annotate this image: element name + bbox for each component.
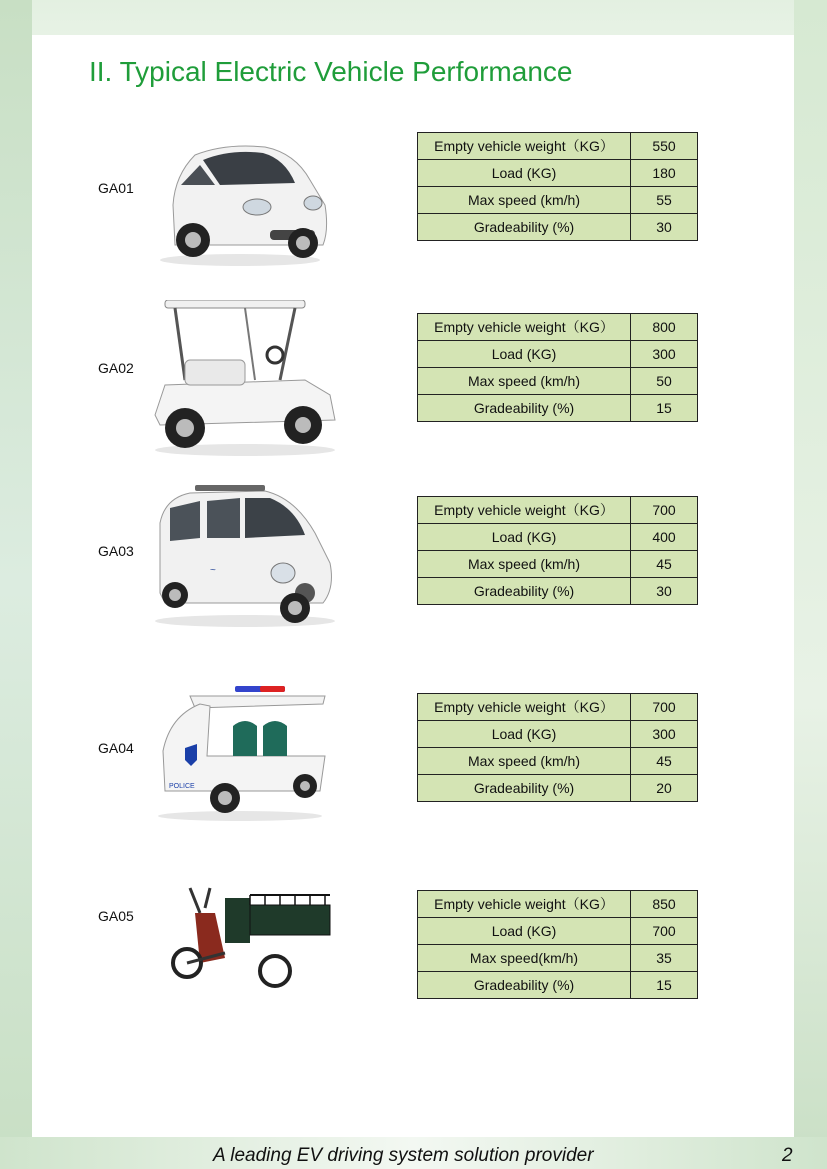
table-row (418, 314, 698, 341)
table-row (418, 368, 698, 395)
table-row (418, 694, 698, 721)
table-row (418, 214, 698, 241)
spec-label: Max speed (km/h) (418, 368, 631, 395)
table-row (418, 395, 698, 422)
spec-value: 30 (631, 214, 698, 241)
spec-label: Empty vehicle weight（KG） (418, 694, 631, 721)
spec-label: Load (KG) (418, 341, 631, 368)
spec-value: 30 (631, 578, 698, 605)
cargo-tricycle-image (165, 883, 335, 993)
spec-table (417, 132, 698, 241)
spec-label: Gradeability (%) (418, 972, 631, 999)
spec-value: 700 (631, 497, 698, 524)
spec-label: Gradeability (%) (418, 395, 631, 422)
table-row (418, 497, 698, 524)
spec-value: 20 (631, 775, 698, 802)
spec-value: 800 (631, 314, 698, 341)
spec-table (417, 313, 698, 422)
left-border-decoration (0, 0, 32, 1169)
table-row (418, 748, 698, 775)
spec-value: 700 (631, 918, 698, 945)
spec-value: 15 (631, 395, 698, 422)
page-title: II. Typical Electric Vehicle Performance (89, 56, 573, 87)
table-row (418, 551, 698, 578)
model-label: GA05 (98, 908, 134, 924)
spec-label: Max speed (km/h) (418, 551, 631, 578)
table-row (418, 945, 698, 972)
spec-label: Empty vehicle weight（KG） (418, 133, 631, 160)
right-border-decoration (794, 0, 827, 1169)
table-row (418, 775, 698, 802)
table-row (418, 187, 698, 214)
spec-table (417, 496, 698, 605)
spec-label: Load (KG) (418, 160, 631, 187)
spec-value: 550 (631, 133, 698, 160)
spec-value: 35 (631, 945, 698, 972)
footer-tagline: A leading EV driving system solution provider (213, 1145, 594, 1166)
spec-label: Gradeability (%) (418, 214, 631, 241)
spec-value: 300 (631, 721, 698, 748)
spec-label: Gradeability (%) (418, 578, 631, 605)
spec-value: 45 (631, 551, 698, 578)
spec-label: Empty vehicle weight（KG） (418, 497, 631, 524)
table-row (418, 972, 698, 999)
spec-label: Max speed(km/h) (418, 945, 631, 972)
model-label: GA01 (98, 180, 134, 196)
spec-table (417, 890, 698, 999)
police-patrol-cart-image (145, 686, 335, 826)
spec-value: 55 (631, 187, 698, 214)
model-label: GA02 (98, 360, 134, 376)
golf-cart-image (145, 300, 345, 460)
table-row (418, 891, 698, 918)
spec-value: 180 (631, 160, 698, 187)
spec-label: Max speed (km/h) (418, 748, 631, 775)
spec-value: 45 (631, 748, 698, 775)
spec-label: Load (KG) (418, 524, 631, 551)
page-number: 2 (782, 1145, 793, 1166)
table-row (418, 133, 698, 160)
spec-value: 850 (631, 891, 698, 918)
spec-value: 15 (631, 972, 698, 999)
table-row (418, 160, 698, 187)
table-row (418, 721, 698, 748)
spec-label: Gradeability (%) (418, 775, 631, 802)
spec-value: 700 (631, 694, 698, 721)
model-label: GA04 (98, 740, 134, 756)
spec-label: Empty vehicle weight（KG） (418, 314, 631, 341)
police-text: POLICE (169, 783, 195, 790)
spec-label: Load (KG) (418, 721, 631, 748)
table-row (418, 341, 698, 368)
table-row (418, 918, 698, 945)
white-electric-car-image (145, 135, 335, 270)
spec-label: Empty vehicle weight（KG） (418, 891, 631, 918)
spec-value: 50 (631, 368, 698, 395)
electric-tricycle-car-image (145, 483, 345, 633)
svg-text:~: ~ (210, 565, 216, 576)
spec-value: 400 (631, 524, 698, 551)
spec-label: Load (KG) (418, 918, 631, 945)
spec-value: 300 (631, 341, 698, 368)
table-row (418, 524, 698, 551)
table-row (418, 578, 698, 605)
model-label: GA03 (98, 543, 134, 559)
spec-label: Max speed (km/h) (418, 187, 631, 214)
spec-table (417, 693, 698, 802)
